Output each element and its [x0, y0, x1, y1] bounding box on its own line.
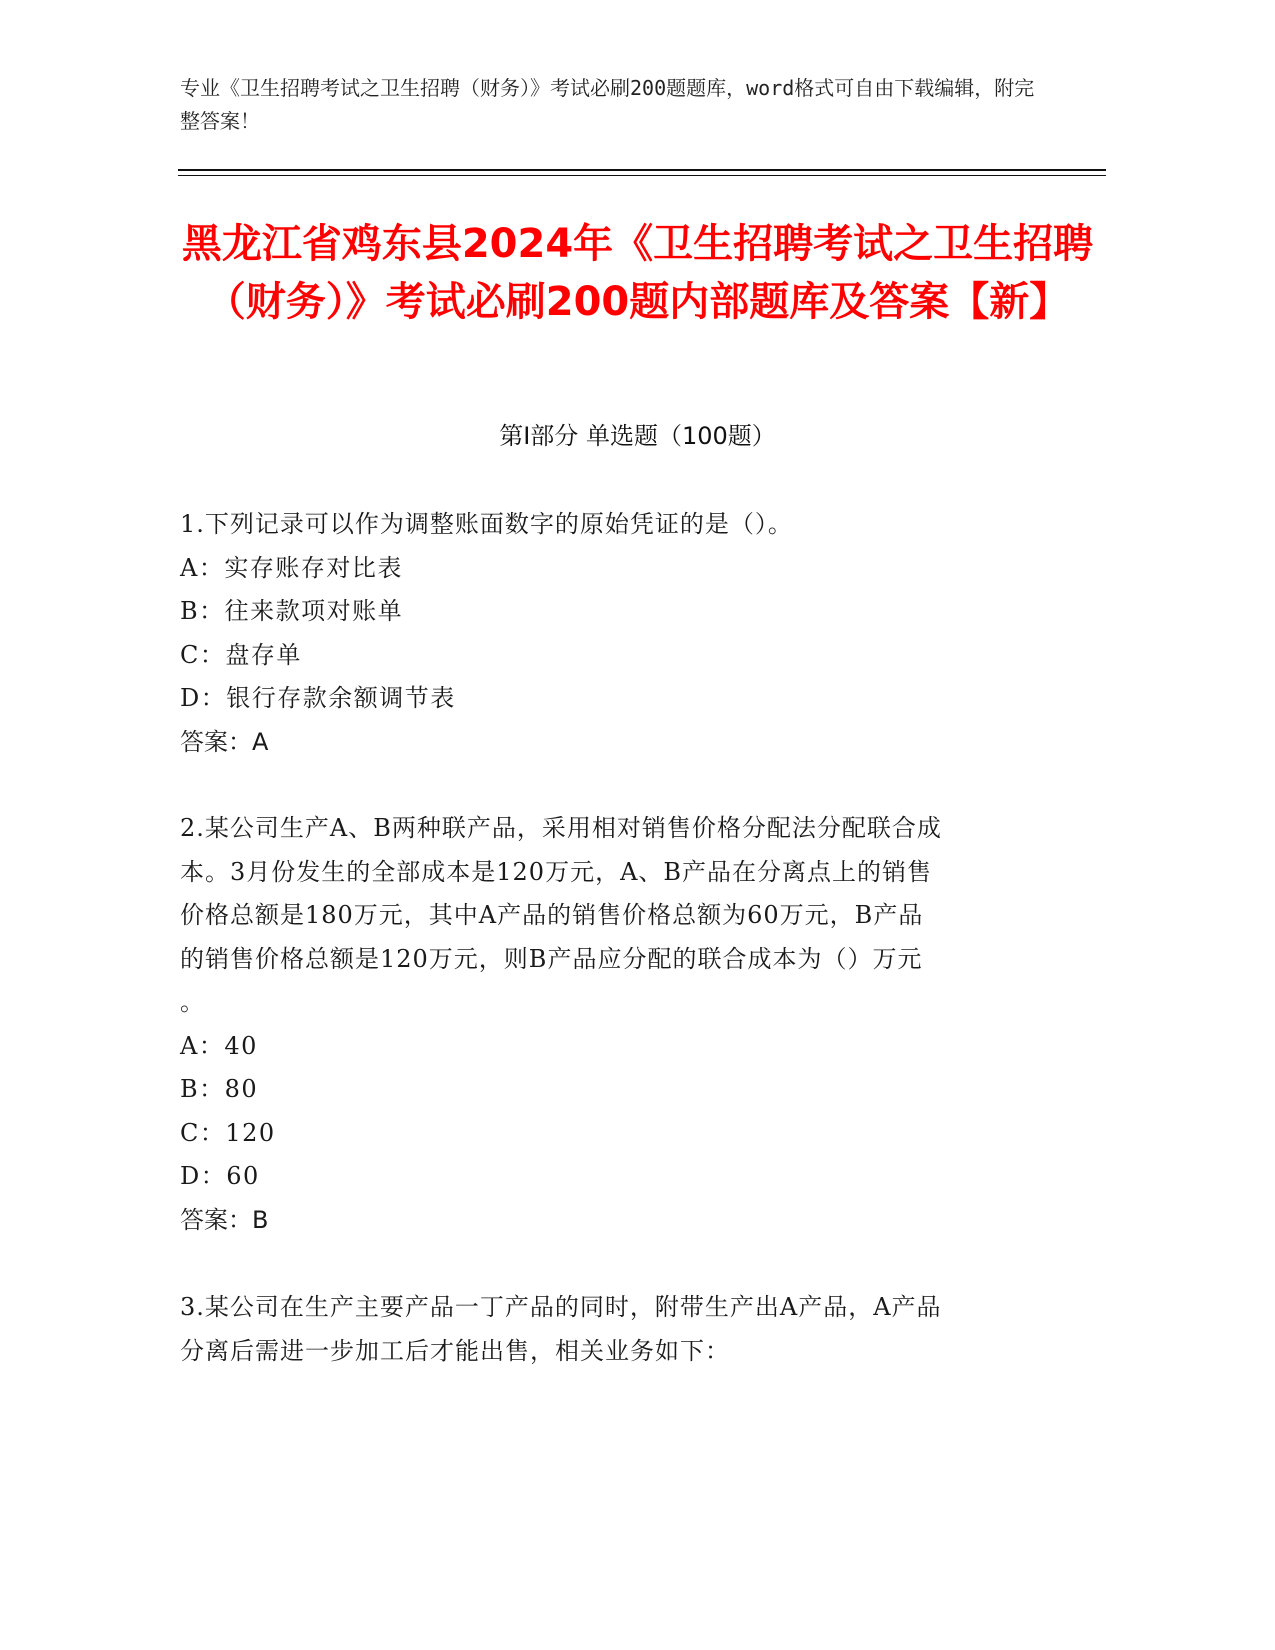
question-1: [180, 503, 1040, 764]
question-text-line: 价格总额是180万元，其中A产品的销售价格总额为60万元，B产品: [180, 901, 924, 929]
option-c: C：120: [180, 1118, 276, 1147]
question-text-line: 。: [180, 988, 205, 1016]
option-a: A：实存账存对比表: [180, 553, 403, 582]
header-divider-thick: [178, 169, 1106, 171]
section-heading: 第Ⅰ部分 单选题（100题）: [499, 422, 776, 450]
option-d: D：60: [180, 1162, 260, 1190]
header-divider-thin: [178, 175, 1106, 176]
question-text-line: 分离后需进一步加工后才能出售，相关业务如下：: [180, 1336, 730, 1365]
option-b: B：80: [180, 1075, 259, 1103]
option-d: D：银行存款余额调节表: [180, 684, 456, 712]
question-text-line: 本。3月份发生的全部成本是120万元，A、B产品在分离点上的销售: [180, 857, 933, 886]
answer-line: 答案：A: [180, 727, 269, 756]
question-text-line: 2.某公司生产A、B两种联产品，采用相对销售价格分配法分配联合成: [180, 814, 942, 842]
header-note: 专业《卫生招聘考试之卫生招聘（财务）》考试必刷200题题库，word格式可自由下载编辑，附完整答案！: [180, 76, 1035, 133]
document-title: 黑龙江省鸡东县2024年《卫生招聘考试之卫生招聘（财务）》考试必刷200题内部题库及答案【新】: [181, 221, 1094, 325]
option-c: C：盘存单: [180, 640, 302, 669]
answer-line: 答案：B: [180, 1205, 269, 1234]
question-3: [180, 1286, 1040, 1373]
option-a: A：40: [180, 1031, 258, 1060]
option-b: B：往来款项对账单: [180, 597, 404, 625]
question-text-line: 3.某公司在生产主要产品一丁产品的同时，附带生产出A产品，A产品: [180, 1293, 942, 1321]
question-text-line: 的销售价格总额是120万元，则B产品应分配的联合成本为（）万元: [180, 944, 923, 973]
question-2: [180, 807, 1040, 1242]
question-text: 1.下列记录可以作为调整账面数字的原始凭证的是（）。: [180, 510, 793, 538]
